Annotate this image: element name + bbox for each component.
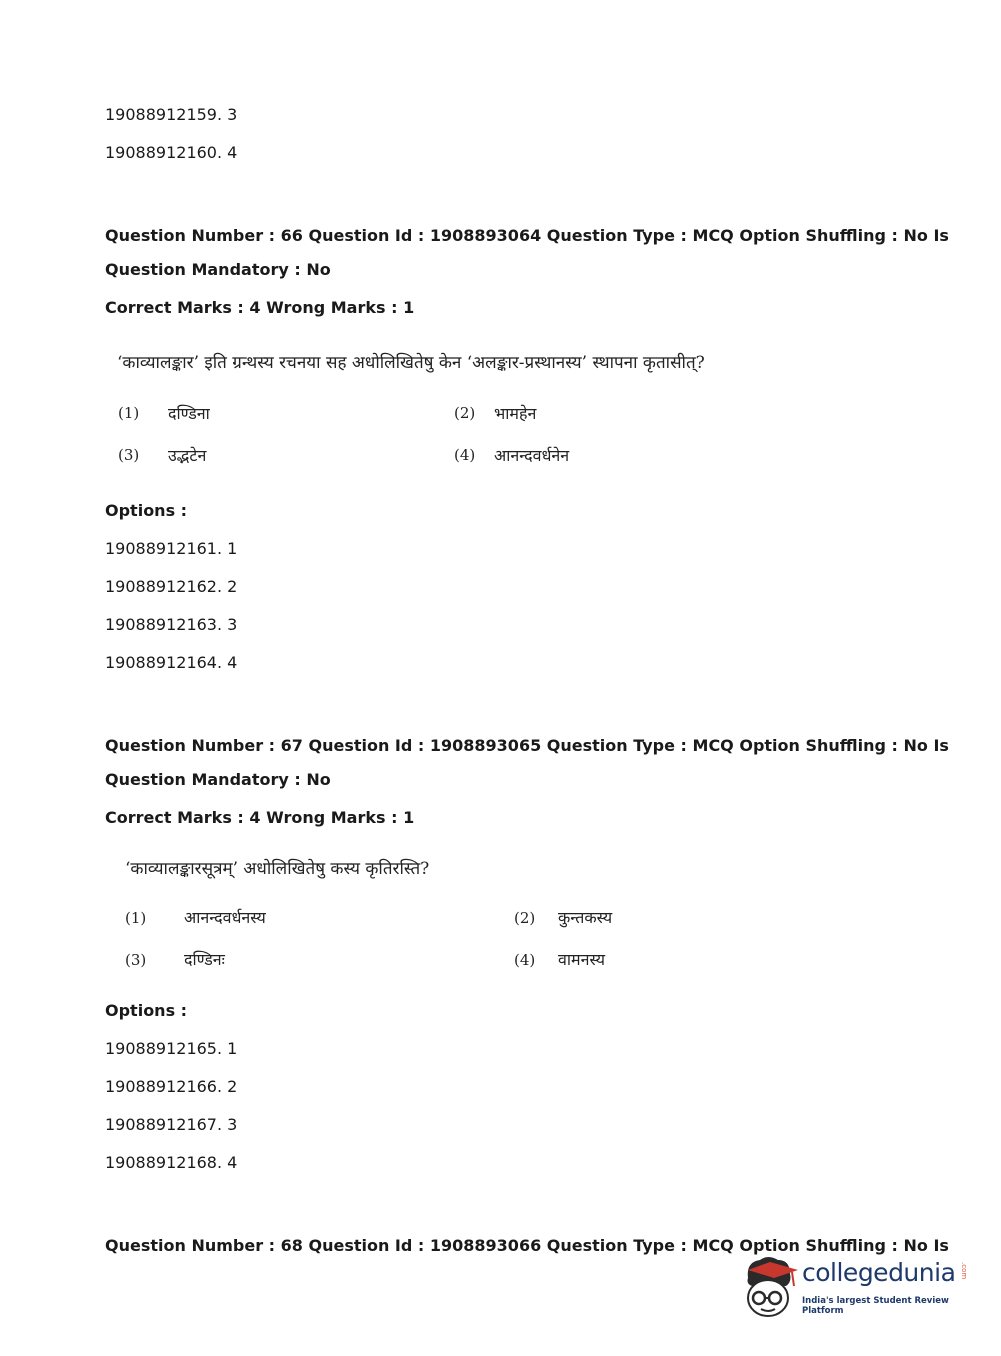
question-mandatory: Question Mandatory : No bbox=[105, 260, 331, 279]
options-label: Options : bbox=[105, 501, 188, 520]
logo-suffix: .com bbox=[960, 1262, 968, 1280]
options-label: Options : bbox=[105, 1001, 188, 1020]
option-item: 19088912168. 4 bbox=[105, 1153, 238, 1172]
option-item: 19088912167. 3 bbox=[105, 1115, 238, 1134]
collegedunia-watermark bbox=[740, 1252, 970, 1320]
choice-number: (2) bbox=[514, 909, 536, 927]
choice-text: भामहेन bbox=[494, 404, 537, 423]
choice-number: (3) bbox=[118, 446, 140, 464]
question-text: ‘काव्यालङ्कार’ इति ग्रन्थस्य रचनया सह अधोलिखितेषु केन ‘अलङ्कार-प्रस्थानस्य’ स्थापना कृतासीत्? bbox=[117, 353, 705, 373]
choice-text: आनन्दवर्धनस्य bbox=[184, 908, 266, 927]
choice-text: कुन्तकस्य bbox=[558, 908, 613, 927]
option-item: 19088912165. 1 bbox=[105, 1039, 238, 1058]
option-item: 19088912159. 3 bbox=[105, 105, 238, 124]
question-mandatory: Question Mandatory : No bbox=[105, 770, 331, 789]
choice-number: (1) bbox=[125, 909, 147, 927]
option-item: 19088912162. 2 bbox=[105, 577, 238, 596]
option-item: 19088912160. 4 bbox=[105, 143, 238, 162]
question-text: ‘काव्यालङ्कारसूत्रम्’ अधोलिखितेषु कस्य कृतिरस्ति? bbox=[125, 859, 430, 879]
choice-number: (4) bbox=[454, 446, 476, 464]
option-item: 19088912164. 4 bbox=[105, 653, 238, 672]
option-item: 19088912163. 3 bbox=[105, 615, 238, 634]
question-marks: Correct Marks : 4 Wrong Marks : 1 bbox=[105, 808, 415, 827]
choice-text: दण्डिनः bbox=[184, 950, 225, 969]
question-marks: Correct Marks : 4 Wrong Marks : 1 bbox=[105, 298, 415, 317]
question-header: Question Number : 67 Question Id : 1908893065 Question Type : MCQ Option Shuffling : No Is bbox=[105, 736, 949, 755]
question-header: Question Number : 66 Question Id : 1908893064 Question Type : MCQ Option Shuffling : No Is bbox=[105, 226, 949, 245]
choice-number: (2) bbox=[454, 404, 476, 422]
logo-wordmark: collegedunia bbox=[802, 1258, 956, 1287]
logo-tagline: India's largest Student Review Platform bbox=[802, 1296, 949, 1316]
option-item: 19088912166. 2 bbox=[105, 1077, 238, 1096]
choice-text: दण्डिना bbox=[168, 404, 210, 423]
choice-number: (1) bbox=[118, 404, 140, 422]
option-item: 19088912161. 1 bbox=[105, 539, 238, 558]
question-header: Question Number : 68 Question Id : 1908893066 Question Type : MCQ Option Shuffling : No Is bbox=[105, 1236, 949, 1255]
choice-number: (4) bbox=[514, 951, 536, 969]
choice-number: (3) bbox=[125, 951, 147, 969]
choice-text: वामनस्य bbox=[558, 950, 605, 969]
mascot-logo-icon bbox=[740, 1252, 804, 1320]
choice-text: उद्भटेन bbox=[168, 446, 207, 465]
choice-text: आनन्दवर्धनेन bbox=[494, 446, 570, 465]
